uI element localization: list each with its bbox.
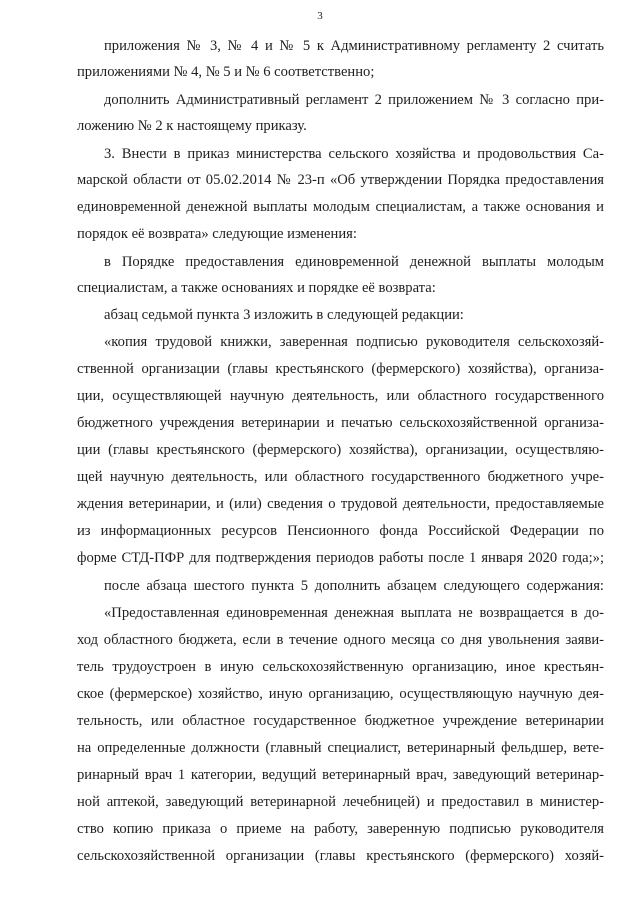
- text-line: на определенные должности (главный специалист, ветеринарный фельдшер, вете-: [77, 740, 604, 756]
- text-line: специалистам, а также основаниях и порядке её возврата:: [77, 280, 436, 296]
- text-line: приложения № 3, № 4 и № 5 к Административному регламенту 2 считать: [104, 38, 604, 54]
- text-line: бюджетного учреждения ветеринарии и печатью сельскохозяйственной организа-: [77, 415, 604, 431]
- text-line: единовременной денежной выплаты молодым специалистам, а также основания и: [77, 199, 604, 215]
- text-line: «Предоставленная единовременная денежная выплата не возвращается в до-: [104, 605, 604, 621]
- page-number: 3: [317, 10, 323, 22]
- text-line: ложению № 2 к настоящему приказу.: [77, 118, 307, 134]
- text-line: порядок её возврата» следующие изменения:: [77, 226, 357, 242]
- text-line: щей научную деятельность, или областного государственного бюджетного учре-: [77, 469, 604, 485]
- text-line: ции, осуществляющей научную деятельность, или областного государственного: [77, 388, 604, 404]
- text-line: тельность, или областное государственное бюджетное учреждение ветеринарии: [77, 713, 604, 729]
- text-line: приложениями № 4, № 5 и № 6 соответственно;: [77, 64, 375, 80]
- text-line: ной аптекой, заведующий ветеринарной лечебницей) и предоставил в министер-: [77, 794, 604, 810]
- text-line: ринарный врач 1 категории, ведущий ветеринарный врач, заведующий ветеринар-: [77, 767, 604, 783]
- text-line: ции (главы крестьянского (фермерского) хозяйства), организации, осуществляю-: [77, 442, 604, 458]
- text-line: сельскохозяйственной организации (главы крестьянского (фермерского) хозяй-: [77, 848, 604, 864]
- text-line: марской области от 05.02.2014 № 23-п «Об утверждении Порядка предоставления: [77, 172, 604, 188]
- text-line: абзац седьмой пункта 3 изложить в следующей редакции:: [104, 307, 464, 323]
- text-line: «копия трудовой книжки, заверенная подписью руководителя сельскохозяй-: [104, 334, 604, 350]
- text-line: ство копию приказа о приеме на работу, заверенную подписью руководителя: [77, 821, 604, 837]
- text-line: ственной организации (главы крестьянского (фермерского) хозяйства), организа-: [77, 361, 604, 377]
- text-line: дополнить Административный регламент 2 приложением № 3 согласно при-: [104, 92, 604, 108]
- text-line: после абзаца шестого пункта 5 дополнить абзацем следующего содержания:: [104, 578, 604, 594]
- text-line: из информационных ресурсов Пенсионного фонда Российской Федерации по: [77, 523, 604, 539]
- text-line: тель трудоустроен в иную сельскохозяйственную организацию, иное крестьян-: [77, 659, 604, 675]
- text-line: 3. Внести в приказ министерства сельского хозяйства и продовольствия Са-: [104, 146, 604, 162]
- text-line: в Порядке предоставления единовременной денежной выплаты молодым: [104, 254, 604, 270]
- text-line: ход областного бюджета, если в течение одного месяца со дня увольнения заяви-: [77, 632, 604, 648]
- text-line: форме СТД-ПФР для подтверждения периодов работы после 1 января 2020 года;»;: [77, 550, 604, 566]
- text-line: ждения ветеринарии, и (или) сведения о трудовой деятельности, предоставляемые: [77, 496, 604, 512]
- text-line: ское (фермерское) хозяйство, иную организацию, осуществляющую научную дея-: [77, 686, 604, 702]
